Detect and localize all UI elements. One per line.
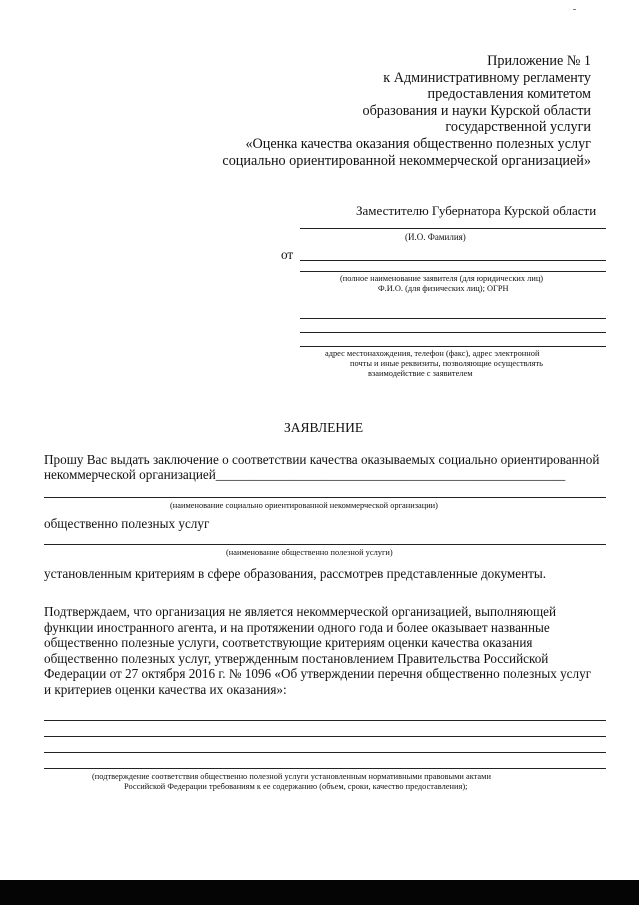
applicant-line-2	[300, 271, 606, 272]
address-caption: адрес местонахождения, телефон (факс), адрес электронной	[325, 349, 540, 358]
recipient-name-caption: (И.О. Фамилия)	[405, 232, 466, 242]
header-line: Приложение № 1	[487, 53, 591, 69]
header-line: предоставления комитетом	[427, 86, 591, 103]
confirmation-line-blank-1	[44, 720, 606, 721]
from-label: от	[281, 247, 294, 262]
confirmation-line: Подтверждаем, что организация не является некоммерческой организацией, выполняющей	[44, 604, 557, 619]
recipient-name-line	[300, 228, 606, 229]
scan-speck	[573, 9, 576, 10]
header-line: государственной услуги	[445, 119, 591, 136]
confirmation-line: функции иностранного агента, и на протяжении одного года и более оказывает названные	[44, 619, 550, 635]
address-line-2	[300, 332, 606, 333]
confirmation-line-blank-4	[44, 768, 606, 769]
org-name-line	[44, 497, 606, 498]
address-caption: почты и иные реквизиты, позволяющие осуществлять	[350, 359, 543, 368]
request-line: некоммерческой организацией_____________________________________________________	[44, 467, 566, 482]
confirmation-paragraph	[44, 604, 591, 698]
address-line-3	[300, 346, 606, 347]
service-name-line	[44, 544, 606, 545]
document-title: ЗАЯВЛЕНИЕ	[284, 420, 364, 435]
confirmation-line: общественно полезных услуг, утвержденным постановлением Правительства Российской	[44, 650, 549, 666]
appendix-header	[222, 53, 591, 169]
org-name-caption: (наименование социально ориентированной некоммерческой организации)	[170, 501, 438, 510]
applicant-caption: Ф.И.О. (для физических лиц); ОГРН	[378, 284, 509, 293]
header-line: образования и науки Курской области	[362, 102, 591, 119]
header-line: «Оценка качества оказания общественно полезных услуг	[245, 135, 591, 152]
applicant-caption: (полное наименование заявителя (для юридических лиц)	[340, 274, 544, 283]
confirmation-line: и критериев оценки качества их оказания»:	[44, 681, 287, 697]
confirmation-line: общественно полезные услуги, соответствующие критериям оценки качества оказания	[44, 635, 533, 651]
applicant-line-1	[300, 260, 606, 261]
scan-edge-bar	[0, 880, 639, 905]
service-name-caption: (наименование общественно полезной услуги)	[226, 548, 393, 557]
header-line: к Административному регламенту	[383, 69, 591, 86]
confirmation-line-blank-2	[44, 736, 606, 737]
confirmation-caption: (подтверждение соответствия общественно полезной услуги установленным нормативными правовыми актами	[92, 772, 491, 781]
recipient-title: Заместителю Губернатора Курской области	[356, 203, 597, 218]
confirmation-line: Федерации от 27 октября 2016 г. № 1096 «Об утверждении перечня общественно полезных услуг	[44, 666, 592, 682]
address-caption: взаимодействие с заявителем	[368, 369, 473, 378]
header-line: социально ориентированной некоммерческой организацией»	[222, 152, 591, 169]
confirmation-line-blank-3	[44, 752, 606, 753]
services-label: общественно полезных услуг	[44, 516, 210, 531]
criteria-line: установленным критериям в сфере образования, рассмотрев представленные документы.	[44, 566, 547, 581]
request-line: Прошу Вас выдать заключение о соответствии качества оказываемых социально ориентированной	[44, 452, 600, 467]
confirmation-caption: Российской Федерации требованиям к ее содержанию (объем, сроки, качество предоставления);	[124, 782, 468, 791]
address-line-1	[300, 318, 606, 319]
